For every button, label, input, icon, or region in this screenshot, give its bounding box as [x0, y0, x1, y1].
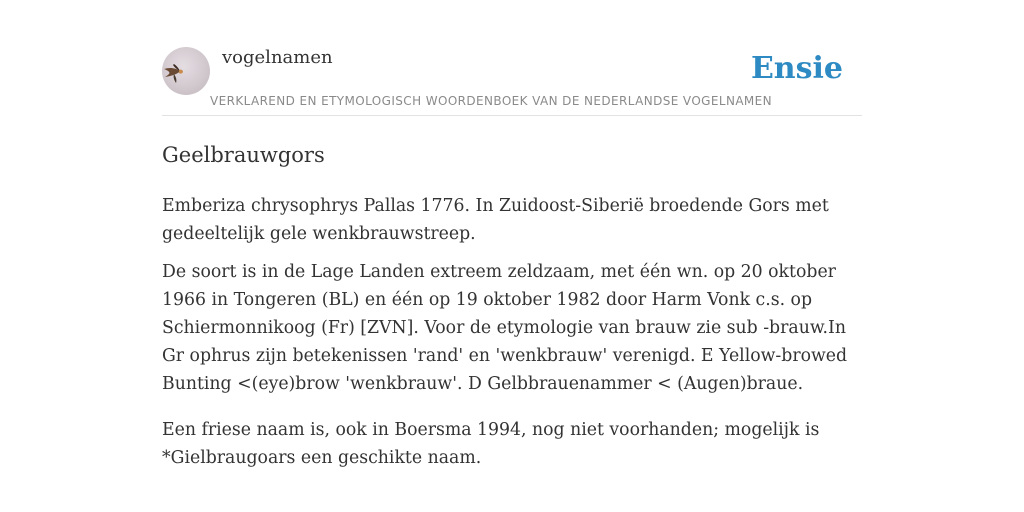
- site-name[interactable]: vogelnamen: [222, 47, 333, 68]
- bird-in-flight-icon: [162, 47, 210, 95]
- site-subtitle: VERKLAREND EN ETYMOLOGISCH WOORDENBOEK VAN DE NEDERLANDSE VOGELNAMEN: [210, 94, 773, 108]
- entry-paragraph-etymology: De soort is in de Lage Landen extreem zeldzaam, met één wn. op 20 oktober 1966 in Tongeren (BL) en één op 19 oktober 1982 door Harm Vonk c.s. op Schiermonnikoog (Fr) [ZVN]. Voor de etymologie van brauw zie sub -brauw.In Gr ophrus zijn betekenissen 'rand' en 'wenkbrauw' verenigd. E Yellow-browed Bunting <(eye)brow 'wenkbrauw'. D Gelbbrauenammer < (Augen)braue.: [162, 262, 848, 394]
- entry-paragraph-definition: Emberiza chrysophrys Pallas 1776. In Zuidoost-Siberië broedende Gors met gedeeltelijk gele wenkbrauwstreep.: [162, 196, 829, 244]
- avatar[interactable]: [162, 47, 210, 95]
- entry-body: [162, 192, 872, 482]
- brand-logo[interactable]: Ensie: [750, 51, 843, 86]
- header-divider: [162, 115, 862, 116]
- entry-paragraph-frisian: Een friese naam is, ook in Boersma 1994, nog niet voorhanden; mogelijk is *Gielbraugoars een geschikte naam.: [162, 420, 820, 468]
- entry-title: Geelbrauwgors: [162, 143, 325, 167]
